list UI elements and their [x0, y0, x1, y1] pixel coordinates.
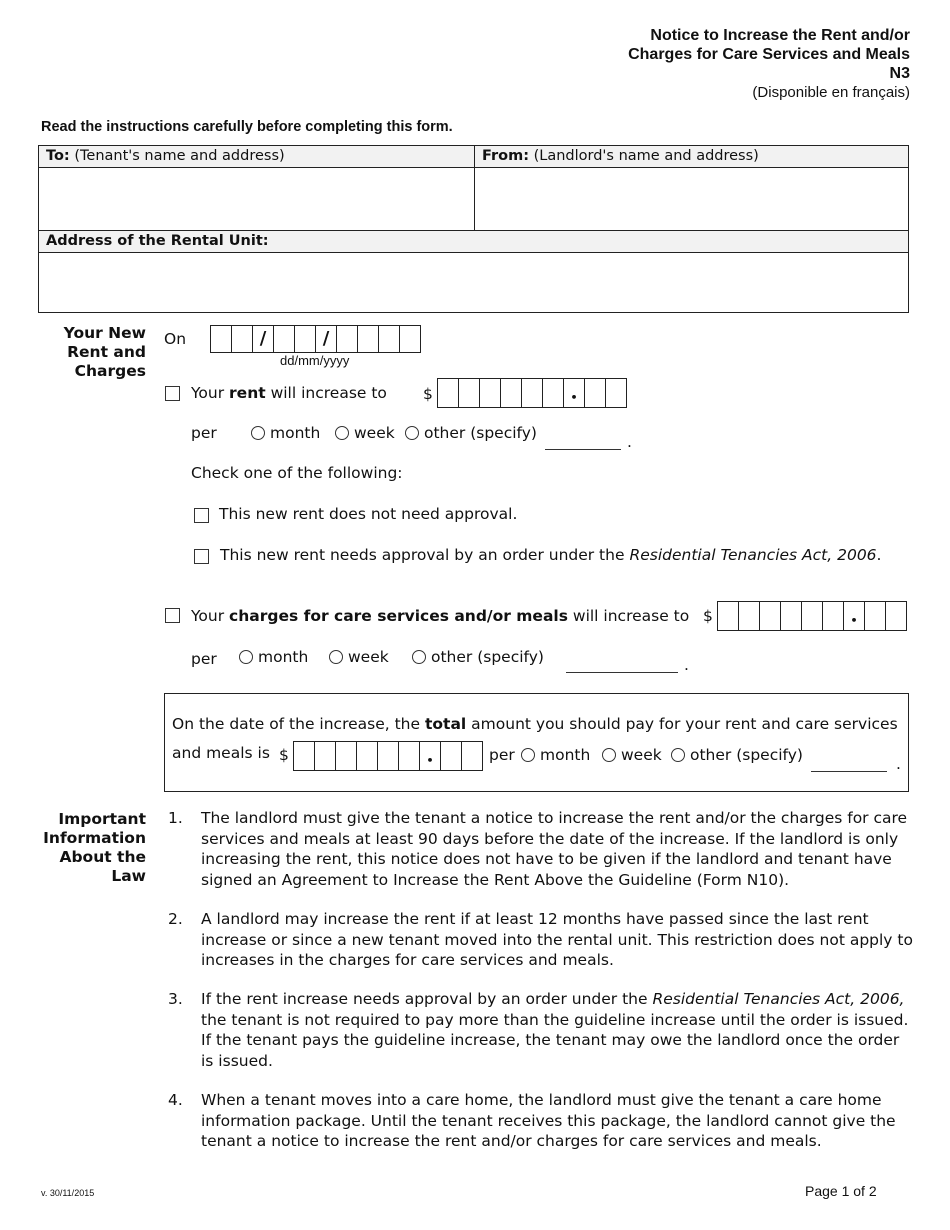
- total-per-other-option[interactable]: [671, 746, 803, 764]
- important-info-heading: [30, 810, 146, 886]
- section-heading-line: Charges: [74, 362, 146, 380]
- option-label: month: [258, 648, 309, 666]
- form-version: v. 30/11/2015: [41, 1188, 95, 1198]
- charges-label-post: will increase to: [572, 607, 690, 625]
- to-header: [39, 146, 474, 167]
- new-rent-section-heading: [40, 324, 146, 381]
- form-title-line2: Charges for Care Services and Meals: [628, 46, 910, 63]
- list-item-number: 1.: [168, 809, 183, 827]
- list-item-text: The landlord must give the tenant a notice to increase the rent and/or the charges for care services and meals at least 90 days before the date of the increase. If the landlord is only increasing the rent, this notice does not have to be given if the landlord and tenant have signed an Agreement to Increase the Rent Above the Guideline (Form N10).: [201, 809, 908, 889]
- option-label: other (specify): [424, 424, 537, 442]
- form-title: [628, 26, 910, 83]
- total-currency-symbol: $: [279, 746, 289, 764]
- needs-approval-label: This new rent needs approval by an order under the Residential Tenancies Act, 2006.: [220, 546, 882, 564]
- rent-currency-symbol: $: [423, 385, 433, 403]
- act-name: Residential Tenancies Act, 2006,: [652, 990, 905, 1008]
- from-label: (Landlord's name and address): [533, 148, 759, 164]
- form-title-line1: Notice to Increase the Rent and/or: [650, 27, 910, 44]
- rent-per-month-option[interactable]: [251, 424, 320, 442]
- rent-increase-label: [191, 384, 387, 402]
- date-format-hint: dd/mm/yyyy: [280, 353, 350, 368]
- radio-icon[interactable]: [521, 748, 535, 762]
- total-per-label: per: [489, 746, 515, 764]
- total-line1: [172, 715, 898, 733]
- rent-per-label: per: [191, 424, 217, 442]
- list-item: [168, 1090, 913, 1152]
- total-text-post: amount you should pay for your rent and care services: [471, 715, 898, 733]
- charges-increase-label: [191, 607, 689, 625]
- total-amount-box: [164, 693, 909, 792]
- date-slash: /: [253, 325, 274, 353]
- list-item-text-pre: If the rent increase needs approval by an order under the: [201, 990, 648, 1008]
- charges-per-other-option[interactable]: [412, 648, 544, 666]
- option-label: week: [354, 424, 395, 442]
- total-line2-label: and meals is: [172, 744, 270, 762]
- list-item-text: When a tenant moves into a care home, the landlord must give the tenant a care home information package. Until the tenant receives this package, the landlord cannot give the tenant a notice to increase the rent and/or charges for care services and meals.: [201, 1091, 896, 1150]
- no-approval-label: This new rent does not need approval.: [219, 505, 518, 523]
- date-input[interactable]: [210, 325, 421, 353]
- section-heading-line: Law: [111, 867, 146, 885]
- no-approval-checkbox[interactable]: [194, 508, 209, 523]
- radio-icon[interactable]: [405, 426, 419, 440]
- rent-label-pre: Your: [191, 384, 225, 402]
- charges-other-specify-field[interactable]: [566, 672, 678, 673]
- total-other-specify-field[interactable]: [811, 771, 887, 772]
- total-text-pre: On the date of the increase, the: [172, 715, 421, 733]
- charges-label-bold: charges for care services and/or meals: [229, 607, 568, 625]
- rent-increase-checkbox[interactable]: [165, 386, 180, 401]
- rent-label-bold: rent: [229, 384, 266, 402]
- tenant-name-address-field[interactable]: [39, 168, 474, 230]
- list-item: [168, 808, 913, 890]
- french-availability-note: (Disponible en français): [752, 84, 910, 101]
- section-heading-line: About the: [59, 848, 146, 866]
- list-item: [168, 909, 913, 971]
- from-header: [475, 146, 908, 167]
- rental-unit-address-header: Address of the Rental Unit:: [39, 231, 908, 252]
- from-label-bold: From:: [482, 148, 529, 164]
- on-label: On: [164, 330, 187, 348]
- page-number: Page 1 of 2: [805, 1183, 877, 1199]
- list-item: [168, 989, 913, 1071]
- section-heading-line: Information: [43, 829, 146, 847]
- option-label: month: [540, 746, 591, 764]
- radio-icon[interactable]: [671, 748, 685, 762]
- charges-per-label: per: [191, 650, 217, 668]
- list-item-text: A landlord may increase the rent if at least 12 months have passed since the last rent increase or since a new tenant moved into the rental unit. This restriction does not apply to increases in the charges for care services and meals.: [201, 910, 913, 969]
- option-label: other (specify): [690, 746, 803, 764]
- section-heading-line: Rent and: [67, 343, 146, 361]
- total-per-week-option[interactable]: [602, 746, 662, 764]
- charges-label-pre: Your: [191, 607, 225, 625]
- check-one-instruction: Check one of the following:: [191, 464, 403, 482]
- radio-icon[interactable]: [239, 650, 253, 664]
- charges-per-week-option[interactable]: [329, 648, 389, 666]
- list-item-number: 4.: [168, 1091, 183, 1109]
- period-mark: .: [627, 433, 632, 451]
- charges-currency-symbol: $: [703, 607, 713, 625]
- charges-per-month-option[interactable]: [239, 648, 308, 666]
- rent-other-specify-field[interactable]: [545, 449, 621, 450]
- list-item-number: 3.: [168, 990, 183, 1008]
- rent-label-post: will increase to: [270, 384, 387, 402]
- option-label: other (specify): [431, 648, 544, 666]
- needs-approval-checkbox[interactable]: [194, 549, 209, 564]
- rent-per-other-option[interactable]: [405, 424, 537, 442]
- rent-amount-input[interactable]: [437, 378, 627, 408]
- radio-icon[interactable]: [412, 650, 426, 664]
- list-item-text: [201, 989, 913, 1071]
- needs-approval-text: This new rent needs approval by an order under the: [220, 546, 625, 564]
- instructions-note: Read the instructions carefully before completing this form.: [41, 119, 453, 135]
- date-slash: /: [316, 325, 337, 353]
- radio-icon[interactable]: [602, 748, 616, 762]
- rent-decimal-point: •: [564, 378, 585, 408]
- rent-per-week-option[interactable]: [335, 424, 395, 442]
- landlord-name-address-field[interactable]: [475, 168, 908, 230]
- radio-icon[interactable]: [335, 426, 349, 440]
- period-mark: .: [684, 656, 689, 674]
- section-heading-line: Important: [58, 810, 146, 828]
- charges-decimal-point: •: [844, 601, 865, 631]
- total-text-bold: total: [424, 715, 467, 733]
- form-code: N3: [889, 65, 910, 82]
- to-label: (Tenant's name and address): [74, 148, 285, 164]
- option-label: week: [621, 746, 662, 764]
- period-mark: .: [896, 755, 901, 773]
- act-name: Residential Tenancies Act, 2006: [629, 546, 877, 564]
- radio-icon[interactable]: [329, 650, 343, 664]
- list-item-number: 2.: [168, 910, 183, 928]
- charges-increase-checkbox[interactable]: [165, 608, 180, 623]
- total-amount-input[interactable]: [293, 741, 483, 771]
- list-item-text-post: the tenant is not required to pay more than the guideline increase until the order is issued. If the tenant pays the guideline increase, the tenant may owe the landlord once the order is issued.: [201, 1010, 909, 1070]
- section-heading-line: Your New: [63, 324, 146, 342]
- option-label: month: [270, 424, 321, 442]
- total-per-month-option[interactable]: [521, 746, 590, 764]
- total-decimal-point: •: [420, 741, 441, 771]
- rental-unit-address-field[interactable]: [39, 253, 908, 312]
- option-label: week: [348, 648, 389, 666]
- parties-table: [38, 145, 909, 313]
- to-label-bold: To:: [46, 148, 70, 164]
- radio-icon[interactable]: [251, 426, 265, 440]
- charges-amount-input[interactable]: [717, 601, 907, 631]
